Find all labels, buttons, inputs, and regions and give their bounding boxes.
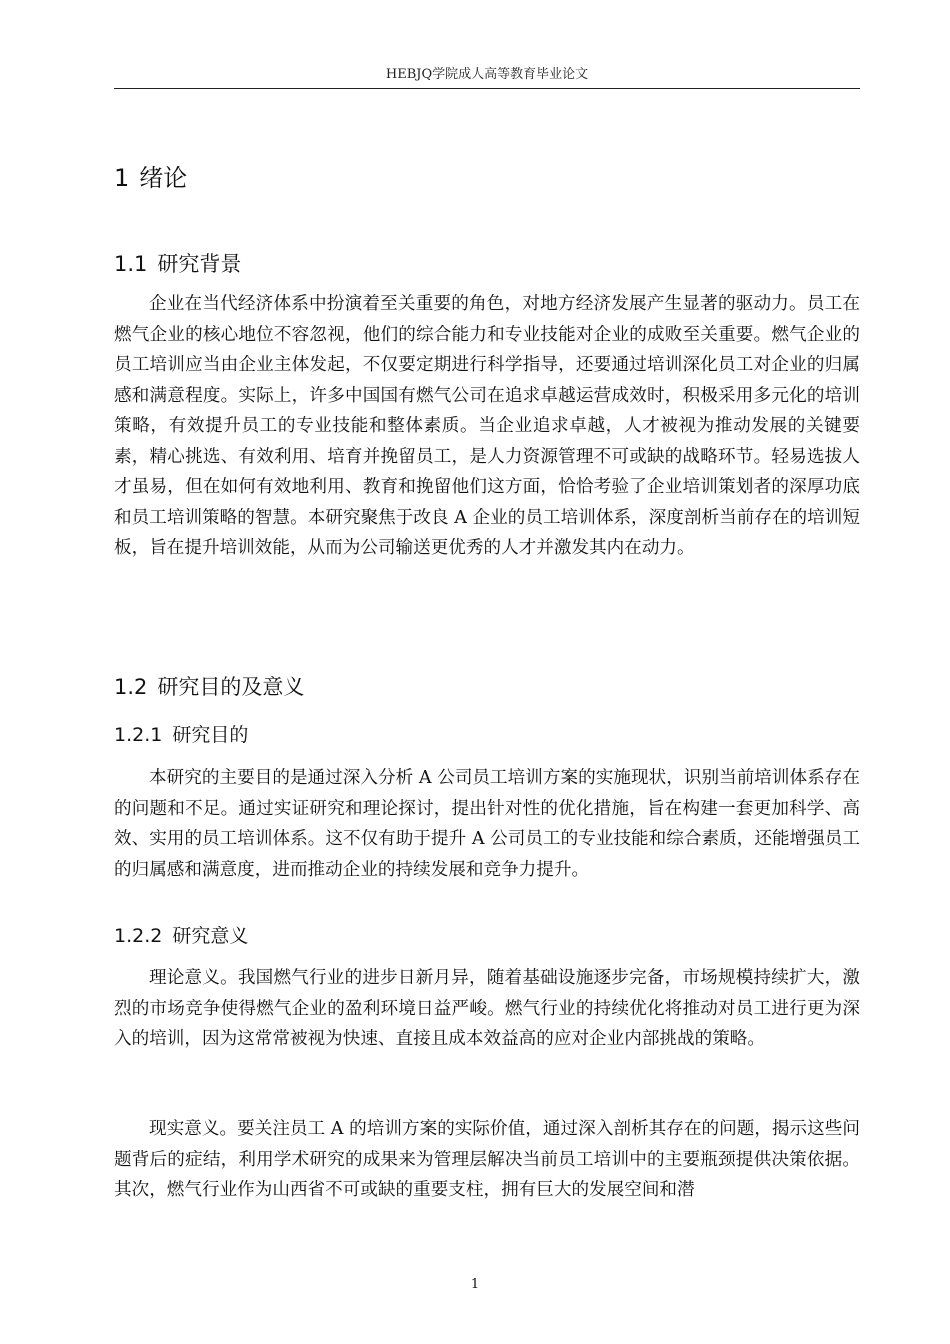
section-title: 研究目的及意义	[157, 675, 305, 699]
subsection-heading-purpose	[114, 721, 248, 749]
running-header-title: HEBJQ学院成人高等教育毕业论文	[385, 67, 589, 82]
subsection-title: 研究目的	[172, 724, 249, 746]
subsection-heading-significance	[114, 922, 248, 950]
section-number: 1.2	[114, 675, 148, 699]
significance-practice-paragraph: 现实意义。要关注员工 A 的培训方案的实际价值，通过深入剖析其存在的问题，揭示这些问题背后的症结，利用学术研究的成果来为管理层解决当前员工培训中的主要瓶颈提供决策依据。其次，燃气行业作为山西省不可或缺的重要支柱，拥有巨大的发展空间和潜	[114, 1119, 860, 1200]
running-header	[114, 66, 860, 89]
purpose-paragraph: 本研究的主要目的是通过深入分析 A 公司员工培训方案的实施现状，识别当前培训体系存在的问题和不足。通过实证研究和理论探讨，提出针对性的优化措施，旨在构建一套更加科学、高效、实用的员工培训体系。这不仅有助于提升 A 公司员工的专业技能和综合素质，还能增强员工的归属感和满意度，进而推动企业的持续发展和竞争力提升。	[114, 768, 860, 880]
significance-theory-paragraph: 理论意义。我国燃气行业的进步日新月异，随着基础设施逐步完备，市场规模持续扩大，激烈的市场竞争使得燃气企业的盈利环境日益严峻。燃气行业的持续优化将推动对员工进行更为深入的培训，因为这常常被视为快速、直接且成本效益高的应对企业内部挑战的策略。	[114, 968, 860, 1049]
subsection-number: 1.2.1	[114, 724, 163, 746]
section-heading-background	[114, 249, 241, 279]
page-number: 1	[470, 1277, 480, 1292]
chapter-title: 绪论	[139, 164, 188, 192]
chapter-number: 1	[114, 164, 130, 192]
subsection-title: 研究意义	[172, 925, 249, 947]
subsection-number: 1.2.2	[114, 925, 163, 947]
section-number: 1.1	[114, 252, 148, 276]
background-paragraph: 企业在当代经济体系中扮演着至关重要的角色，对地方经济发展产生显著的驱动力。员工在燃气企业的核心地位不容忽视，他们的综合能力和专业技能对企业的成败至关重要。燃气企业的员工培训应当由企业主体发起，不仅要定期进行科学指导，还要通过培训深化员工对企业的归属感和满意程度。实际上，许多中国国有燃气公司在追求卓越运营成效时，积极采用多元化的培训策略，有效提升员工的专业技能和整体素质。当企业追求卓越，人才被视为推动发展的关键要素，精心挑选、有效利用、培育并挽留员工，是人力资源管理不可或缺的战略环节。轻易选拔人才虽易，但在如何有效地利用、教育和挽留他们这方面，恰恰考验了企业培训策划者的深厚功底和员工培训策略的智慧。本研究聚焦于改良 A 企业的员工培训体系，深度剖析当前存在的培训短板，旨在提升培训效能，从而为公司输送更优秀的人才并激发其内在动力。	[114, 294, 860, 558]
section-heading-purpose-significance	[114, 672, 304, 702]
section-title: 研究背景	[157, 252, 242, 276]
chapter-heading	[114, 162, 187, 194]
